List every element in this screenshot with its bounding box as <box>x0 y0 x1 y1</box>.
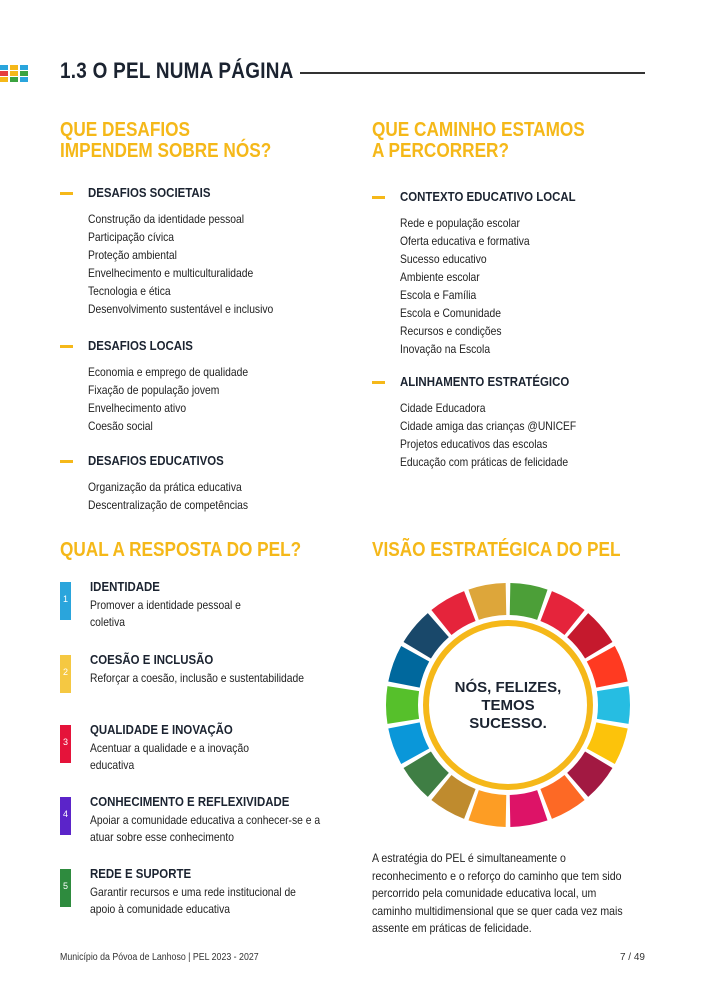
path-title-line1: QUE CAMINHO ESTAMOS <box>372 119 585 141</box>
list-item: Proteção ambiental <box>88 248 177 262</box>
list-item: Cidade Educadora <box>400 401 486 415</box>
header-square <box>20 65 28 70</box>
response-number: 5 <box>62 881 68 891</box>
response-title-text: CONHECIMENTO E REFLEXIVIDADE <box>90 794 290 809</box>
list-item: Descentralização de competências <box>88 498 249 512</box>
response-description: Reforçar a coesão, inclusão e sustentabilidade <box>90 671 304 685</box>
challenges-title <box>60 120 271 162</box>
wheel-segment <box>597 686 630 724</box>
list-item: Rede e população escolar <box>400 216 520 230</box>
response-number: 2 <box>62 667 68 677</box>
response-number: 3 <box>62 737 68 747</box>
list-item: Recursos e condições <box>400 324 502 338</box>
page-title: 1.3 O PEL NUMA PÁGINA <box>60 58 294 83</box>
list-item: Desenvolvimento sustentável e inclusivo <box>88 302 274 316</box>
vision-title: VISÃO ESTRATÉGICA DO PEL <box>372 539 621 561</box>
group-items <box>88 363 274 435</box>
wheel-segment <box>510 790 548 827</box>
list-item: Organização da prática educativa <box>88 480 242 494</box>
page-number: 7 / 49 <box>619 952 645 963</box>
group-items <box>400 399 605 471</box>
response-description: Apoiar a comunidade educativa a conhecer-se e a atuar sobre esse conhecimento <box>90 813 321 844</box>
list-item: Construção da identidade pessoal <box>88 212 245 226</box>
list-item: Cidade amiga das crianças @UNICEF <box>400 419 577 433</box>
list-item: Envelhecimento ativo <box>88 401 187 415</box>
response-number: 4 <box>62 809 68 819</box>
wheel-segment <box>386 686 419 724</box>
header-square <box>10 65 18 70</box>
response-title-text: COESÃO E INCLUSÃO <box>90 652 214 667</box>
footer-source: Município da Póvoa de Lanhoso | PEL 2023 - 2027 <box>60 952 259 963</box>
wheel-segment <box>468 583 506 620</box>
group-dash <box>372 381 385 384</box>
group-dash <box>372 196 385 199</box>
header-color-squares <box>0 65 58 81</box>
header-square <box>20 71 28 76</box>
list-item: Participação cívica <box>88 230 175 244</box>
list-item: Inovação na Escola <box>400 342 491 356</box>
list-item: Fixação de população jovem <box>88 383 220 397</box>
group-title: CONTEXTO EDUCATIVO LOCAL <box>400 189 576 204</box>
response-description: Acentuar a qualidade e a inovação educativa <box>90 741 249 772</box>
response-title-text: QUALIDADE E INOVAÇÃO <box>90 722 233 737</box>
list-item: Oferta educativa e formativa <box>400 234 530 248</box>
header-square <box>20 77 28 82</box>
list-item: Tecnologia e ética <box>88 284 171 298</box>
header-square <box>10 77 18 82</box>
response-number: 1 <box>62 594 68 604</box>
list-item: Escola e Família <box>400 288 477 302</box>
group-title: DESAFIOS EDUCATIVOS <box>88 453 224 468</box>
response-title-text: IDENTIDADE <box>90 579 160 594</box>
header-rule <box>300 72 645 74</box>
list-item: Economia e emprego de qualidade <box>88 365 249 379</box>
wheel-text-line2: TEMOS <box>481 697 535 714</box>
path-title <box>372 120 585 162</box>
response-title-text: REDE E SUPORTE <box>90 866 192 881</box>
sdg-wheel <box>383 580 633 830</box>
response-description: Garantir recursos e uma rede institucional de apoio à comunidade educativa <box>90 885 296 916</box>
list-item: Escola e Comunidade <box>400 306 501 320</box>
wheel-segment <box>468 790 506 827</box>
group-dash <box>60 460 73 463</box>
header-square <box>0 71 8 76</box>
group-title: DESAFIOS LOCAIS <box>88 338 193 353</box>
response-title: QUAL A RESPOSTA DO PEL? <box>60 539 302 561</box>
vision-description: A estratégia do PEL é simultaneamente o reconhecimento e o reforço do caminho que tem sido percorrido pela comunidade educativa local, um caminho multidimensional que se quer cada vez mais assente em práticas de felicidade. <box>372 851 623 935</box>
header-square <box>0 77 8 82</box>
challenges-title-line2: IMPENDEM SOBRE NÓS? <box>60 140 272 162</box>
group-title: DESAFIOS SOCIETAIS <box>88 185 211 200</box>
challenges-title-line1: QUE DESAFIOS <box>60 119 190 141</box>
list-item: Coesão social <box>88 419 153 433</box>
wheel-segment <box>510 583 548 620</box>
group-title: ALINHAMENTO ESTRATÉGICO <box>400 374 570 389</box>
page-header <box>0 54 705 90</box>
response-description: Promover a identidade pessoal e coletiva <box>90 598 241 629</box>
header-square <box>10 71 18 76</box>
group-dash <box>60 192 73 195</box>
wheel-text-line1: NÓS, FELIZES, <box>454 679 562 696</box>
list-item: Ambiente escolar <box>400 270 480 284</box>
header-square <box>0 65 8 70</box>
group-items <box>88 210 303 318</box>
path-title-line2: A PERCORRER? <box>372 140 509 162</box>
group-items <box>88 478 274 514</box>
list-item: Projetos educativos das escolas <box>400 437 548 451</box>
list-item: Envelhecimento e multiculturalidade <box>88 266 254 280</box>
group-items <box>400 214 551 358</box>
wheel-text-line3: SUCESSO. <box>469 715 547 732</box>
list-item: Educação com práticas de felicidade <box>400 455 569 469</box>
group-dash <box>60 345 73 348</box>
list-item: Sucesso educativo <box>400 252 487 266</box>
